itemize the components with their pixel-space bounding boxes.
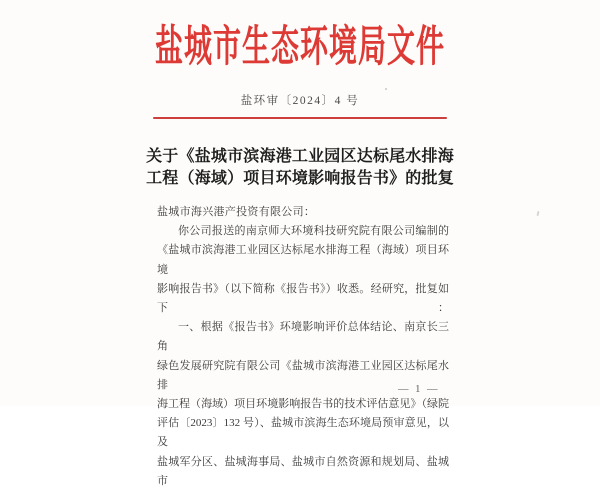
body-line: 一、根据《报告书》环境影响评价总体结论、南京长三角 [157, 321, 449, 353]
scan-artifact [536, 211, 539, 216]
document-title-line-1: 关于《盐城市滨海港工业园区达标尾水排海 [146, 148, 454, 165]
document-body [157, 203, 449, 491]
body-line-salutation: 盐城市海兴港产投资有限公司： [157, 206, 316, 218]
document-title [0, 146, 600, 190]
body-line: 海工程（海域）项目环境影响报告书的技术评估意见》（绿院 [157, 398, 449, 411]
body-line: 盐城军分区、盐城海事局、盐城市自然资源和规划局、盐城市 [157, 455, 449, 487]
scan-artifact [385, 88, 387, 90]
document-number: 盐环审〔2024〕4 号 [240, 95, 360, 107]
document-title-line-2: 工程（海域）项目环境影响报告书》的批复 [146, 170, 454, 187]
body-line: 你公司报送的南京师大环境科技研究院有限公司编制的 [178, 225, 449, 238]
body-line: 《盐城市滨海港工业园区达标尾水排海工程（海域）项目环境 [157, 244, 449, 276]
body-line: 绿色发展研究院有限公司《盐城市滨海港工业园区达标尾水排 [157, 359, 449, 391]
agency-masthead: 盐城市生态环境局文件 [154, 23, 445, 72]
body-line: 影响报告书》（以下简称《报告书》）收悉。经研究，批复如下： [157, 282, 449, 315]
page-number: — 1 — [398, 384, 440, 395]
body-line: 评估〔2023〕132 号）、盐城市滨海生态环境局预审意见，以及 [157, 417, 449, 449]
red-divider-rule [153, 117, 447, 119]
